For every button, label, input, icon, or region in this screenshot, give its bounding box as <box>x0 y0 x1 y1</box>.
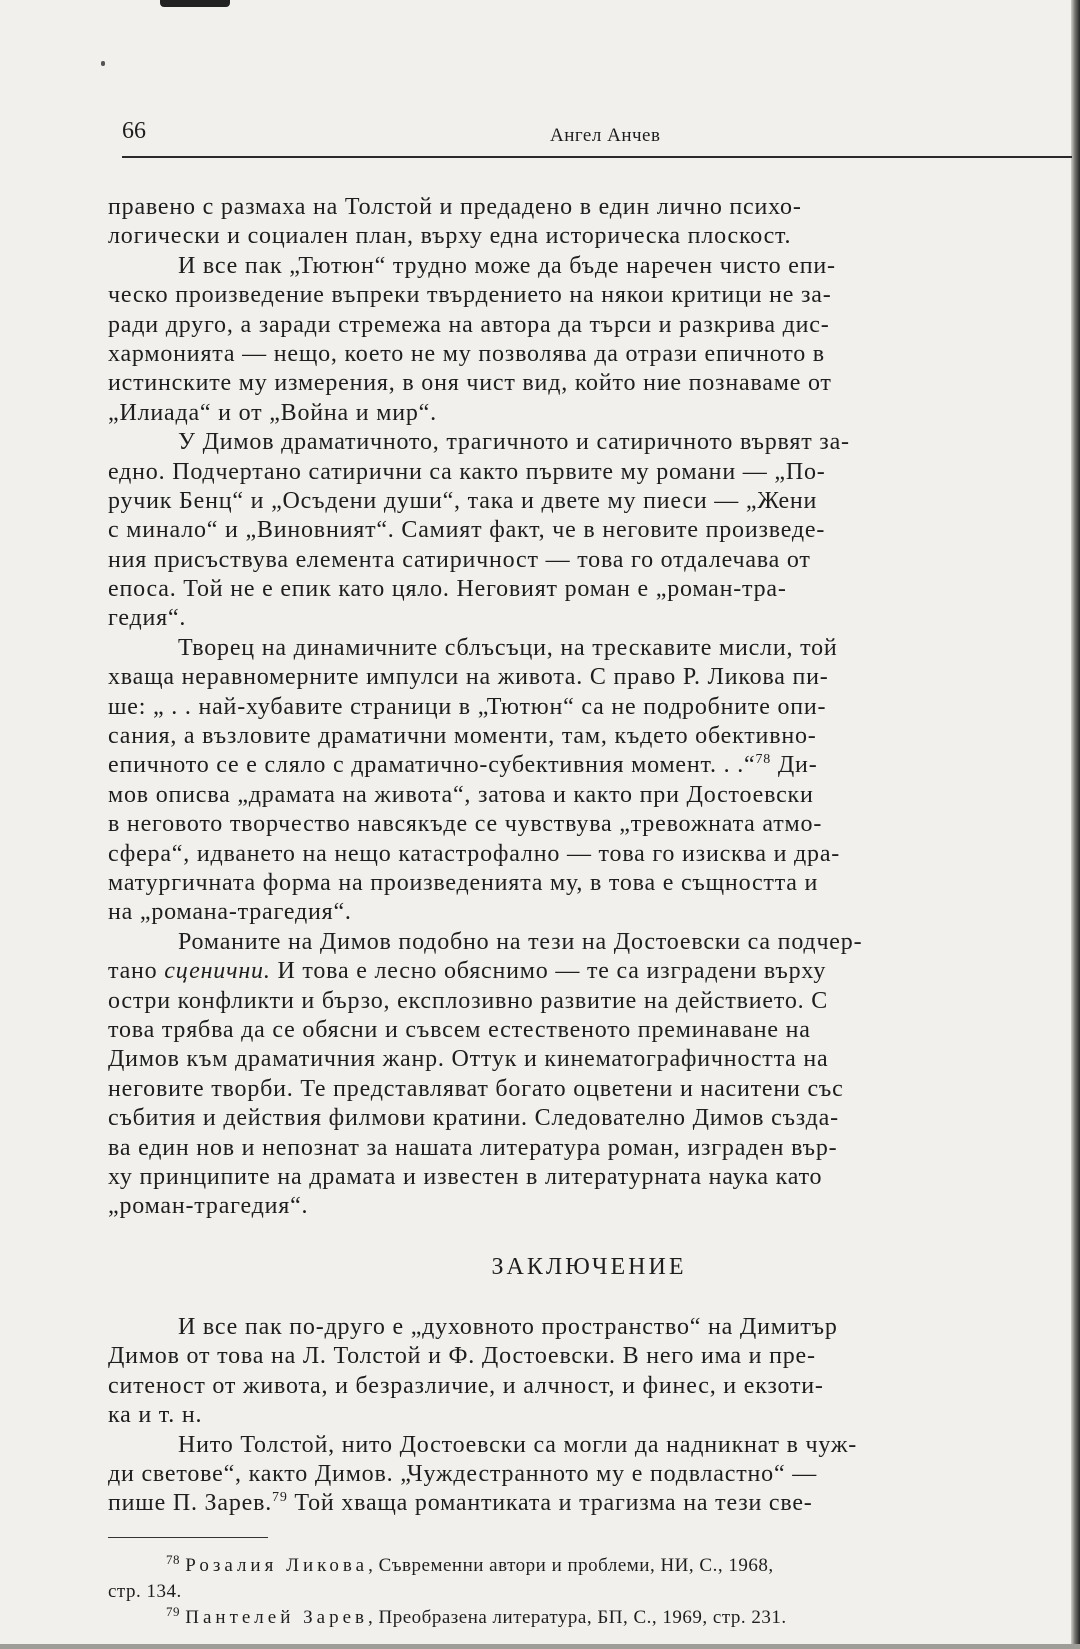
text-line: сания, а възловите драматични моменти, там, където обективно- <box>108 723 817 750</box>
text-line: едно. Подчертано сатирични са както първите му романи — „По- <box>108 458 826 485</box>
italic-emphasis: сценични. <box>164 958 271 985</box>
text-segment: пише П. Зарев. <box>108 1490 273 1517</box>
text-line: Творец на динамичните сблъсъци, на трескавите мисли, той <box>178 634 838 661</box>
section-spacer <box>108 1222 1070 1253</box>
text-line: хваща неравномерните импулси на живота. С право Р. Ликова пи- <box>108 664 829 691</box>
text-line <box>108 1489 1070 1518</box>
footnote-79 <box>108 1605 1070 1631</box>
body-text <box>108 193 1070 1519</box>
text-line <box>108 957 1070 986</box>
text-line: У Димов драматичното, трагичното и сатиричното вървят за- <box>178 429 850 456</box>
footnote-author: Пантелей Зарев <box>185 1607 368 1628</box>
text-line: хармонията — нещо, което не му позволява да отрази епичното в <box>108 340 825 367</box>
text-line: „роман-трагедия“. <box>108 1193 309 1220</box>
text-line: истинските му измерения, в оня чист вид, който ние познаваме от <box>108 370 832 397</box>
text-line: И все пак „Тютюн“ трудно може да бъде наречен чисто епи- <box>178 252 836 279</box>
text-line: в неговото творчество навсякъде се чувствува „тревожната атмо- <box>108 811 823 838</box>
text-segment: Ди- <box>771 752 818 779</box>
page-header <box>122 118 1072 158</box>
text-line <box>108 751 1070 780</box>
footnote-source: , Съвременни автори и проблеми, НИ, С., 1968, <box>368 1555 774 1576</box>
text-line: събития и действия филмови кратини. Следователно Димов създа- <box>108 1105 839 1132</box>
footnote-number: 79 <box>166 1604 180 1619</box>
text-line: матургичната форма на произведенията му, в това е същността и <box>108 869 819 896</box>
text-line: „Илиада“ и от „Война и мир“. <box>108 399 437 426</box>
text-line: мов описва „драмата на живота“, затова и както при Достоевски <box>108 781 814 808</box>
page-bottom-edge <box>0 1644 1080 1649</box>
footnote-78 <box>108 1553 1070 1579</box>
text-line: ради друго, а заради стремежа на автора да търси и разкрива дис- <box>108 311 830 338</box>
text-line: ху принципите на драмата и известен в литературната наука като <box>108 1163 823 1190</box>
text-line: ручик Бенц“ и „Осъдени души“, така и двете му пиеси — „Жени <box>108 487 818 514</box>
footnote-author: Розалия Ликова <box>185 1555 369 1576</box>
text-line: ди светове“, както Димов. „Чуждестранното му е подвластно“ — <box>108 1461 817 1488</box>
footnote-ref-78: 78 <box>755 752 772 768</box>
text-line: правено с размаха на Толстой и предадено в един лично психо- <box>108 194 802 220</box>
running-head: Ангел Анчев <box>550 125 661 146</box>
text-line: на „романа-трагедия“. <box>108 899 352 926</box>
text-segment: Той хваща романтиката и трагизма на тези све- <box>287 1490 813 1517</box>
text-line: остри конфликти и бързо, експлозивно развитие на действието. С <box>108 987 829 1014</box>
scan-speck <box>101 61 105 66</box>
text-line: И все пак по-друго е „духовното пространство“ на Димитър <box>178 1314 838 1341</box>
text-segment: епичното се е сляло с драматично-субективния момент. . .“ <box>108 752 756 779</box>
header-rule <box>122 156 1072 158</box>
footnote-number: 78 <box>166 1553 180 1567</box>
text-line: епоса. Той не е епик като цяло. Неговият роман е „роман-тра- <box>108 576 787 603</box>
text-segment: И това е лесно обяснимо — те са изградени върху <box>270 958 827 985</box>
text-line: ческо произведение въпреки твърдението на някои критици не за- <box>108 282 832 309</box>
text-line: Димов от това на Л. Толстой и Ф. Достоевски. В него има и пре- <box>108 1343 816 1370</box>
text-line: Романите на Димов подобно на тези на Достоевски са подчер- <box>178 928 863 955</box>
section-title: ЗАКЛЮЧЕНИЕ <box>491 1253 687 1280</box>
text-line: ния присъствува елемента сатиричност — това го отдалечава от <box>108 546 811 573</box>
text-line: ва един нов и непознат за нашата литература роман, изграден вър- <box>108 1134 838 1161</box>
text-segment: тано <box>108 958 165 985</box>
text-line: ка и т. н. <box>108 1402 203 1429</box>
footnote-rule <box>108 1537 268 1538</box>
text-line: ситеност от живота, и безразличие, и алчност, и финес, и екзоти- <box>108 1372 824 1399</box>
footnote-source: , Преобразена литература, БП, С., 1969, стр. 231. <box>368 1607 787 1628</box>
page-edge-shadow <box>1071 0 1080 1649</box>
scan-smudge <box>160 0 230 7</box>
text-line: с минало“ и „Виновният“. Самият факт, че в неговите произведе- <box>108 517 826 544</box>
text-line: това трябва да се обясни и съвсем естественото преминаване на <box>108 1016 811 1043</box>
page-number: 66 <box>122 118 146 144</box>
footnote-78-continued: стр. 134. <box>108 1581 182 1602</box>
text-line: ше: „ . . най-хубавите страници в „Тютюн“ са не подробните опи- <box>108 693 827 720</box>
text-line: сфера“, идването на нещо катастрофално — това го изисква и дра- <box>108 840 841 867</box>
footnotes <box>108 1553 1070 1631</box>
text-line: гедия“. <box>108 605 187 632</box>
footnote-ref-79: 79 <box>272 1490 288 1506</box>
text-line: Нито Толстой, нито Достоевски са могли да надникнат в чуж- <box>178 1431 858 1458</box>
section-spacer <box>108 1282 1070 1313</box>
text-line: Димов към драматичния жанр. Оттук и кинематографичността на <box>108 1046 829 1073</box>
text-line: логически и социален план, върху една историческа плоскост. <box>108 223 792 250</box>
text-line: неговите творби. Те представляват богато оцветени и наситени със <box>108 1075 844 1102</box>
